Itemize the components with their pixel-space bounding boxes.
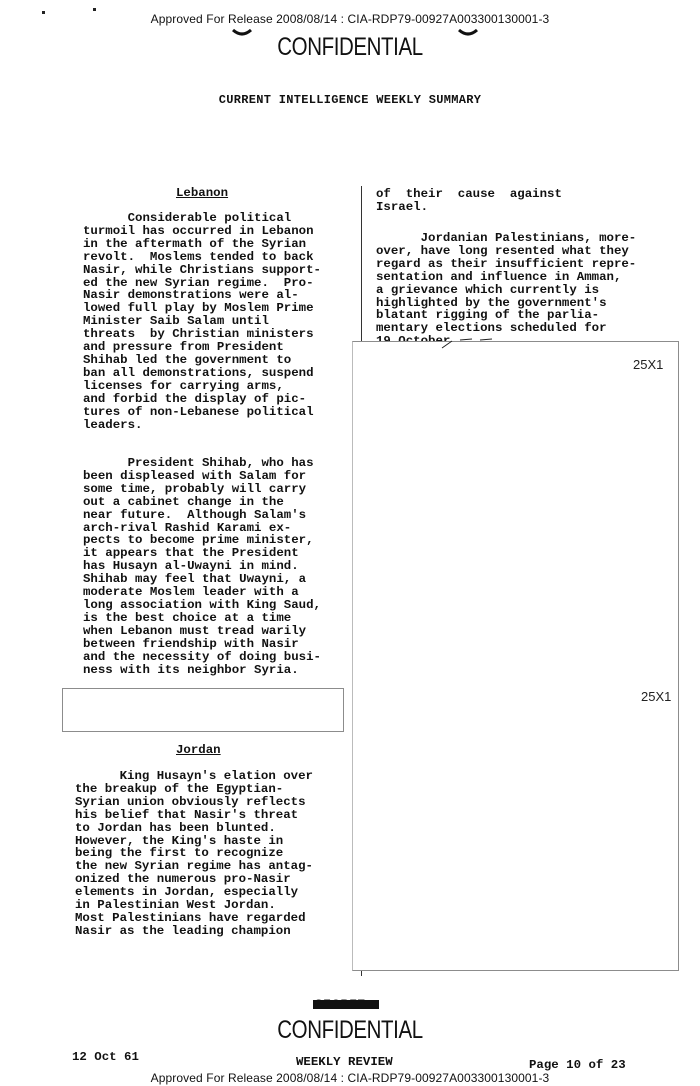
lebanon-paragraph-1: Considerable political turmoil has occurred in Lebanon in the aftermath of the Syrian revolt. Moslems tended to back Nasir, while Christians support- ed the new Syrian regime. Pro- Nasir demonstrations were al- lowed full play by Moslem Prime Minister Saib Salam until threats by Christian ministers and pressure from President Shihab led the government to ban all demonstrations, suspend licenses for carrying arms, and forbid the display of pic- tures of non-Lebanese political leaders. [83, 211, 321, 432]
footer-page-number: Page 10 of 23 [529, 1058, 626, 1072]
struck-marking [313, 998, 379, 1014]
jordan-paragraph-1: King Husayn's elation over the breakup of the Egyptian- Syrian union obviously reflects his belief that Nasir's threat to Jordan has been blunted. However, the King's haste in being the first to recognize the new Syrian regime has antag- onized the numerous pro-Nasir elements in Jordan, especially in Palestinian West Jordan. Most Palestinians have regarded Nasir as the leading champion [75, 769, 313, 938]
lebanon-heading: Lebanon [176, 186, 229, 200]
jordan-palestinians-paragraph: Jordanian Palestinians, more- over, have long resented what they regard as their insufficient repre- sentation and influence in Amman, a grievance which currently is highlighted by the government's blatant rigging of the parlia- mentary elections scheduled for [376, 231, 637, 336]
jordan-continuation: of their cause against Israel. [376, 187, 562, 214]
lebanon-paragraph-2: President Shihab, who has been displeased with Salam for some time, probably will carry out a cabinet change in the near future. Although Salam's arch-rival Rashid Karami ex- pects to become prime minister, it appears that the President has Husayn al-Uwayni in mind. Shihab may feel that Uwayni, a moderate Moslem leader with a long association with King Saud, is the best choice at a time when Lebanon must tread warily between friendship with Nasir and the necessity of doing busi- ness with its neighbor Syria. [83, 456, 321, 677]
scan-speck [42, 11, 45, 14]
redaction-pen-mark-icon [440, 336, 500, 350]
strike-bar [313, 1000, 379, 1009]
classification-bottom: CONFIDENTIAL [277, 1016, 423, 1044]
jordan-heading: Jordan [176, 743, 221, 757]
release-footer: Approved For Release 2008/08/14 : CIA-RDP79-00927A003300130001-3 [150, 1071, 550, 1085]
footer-date: 12 Oct 61 [72, 1050, 139, 1064]
scan-speck [93, 8, 96, 11]
redaction-box-right [352, 341, 679, 971]
footer-publication: WEEKLY REVIEW [296, 1055, 393, 1069]
redaction-code-2: 25X1 [641, 689, 672, 704]
release-header: Approved For Release 2008/08/14 : CIA-RDP79-00927A003300130001-3 [150, 12, 550, 26]
redaction-code-1: 25X1 [633, 357, 664, 372]
classification-top: CONFIDENTIAL [277, 33, 423, 61]
redaction-box-left [62, 688, 344, 732]
series-title: CURRENT INTELLIGENCE WEEKLY SUMMARY [218, 93, 482, 107]
